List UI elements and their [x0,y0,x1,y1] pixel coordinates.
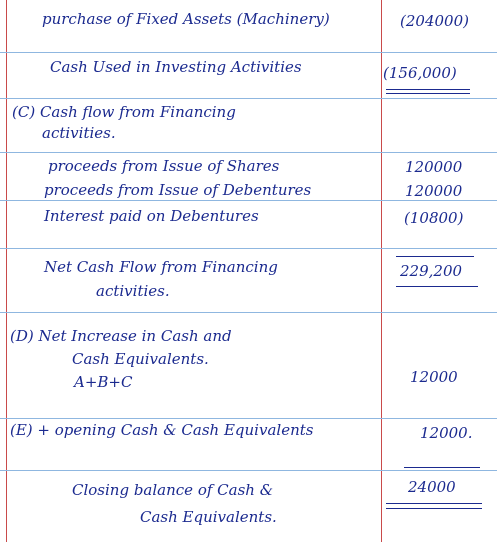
net-financing-label-line1: Net Cash Flow from Financing [44,258,278,276]
section-e-label: (E) + opening Cash & Cash Equivalents [10,421,314,439]
ruled-line [0,52,497,53]
investing-total-underline [386,89,470,90]
purchase-fixed-assets-amount: (204000) [400,12,469,30]
interest-paid-amount: (10800) [404,209,464,227]
section-c-heading-line1: (C) Cash flow from Financing [12,103,236,121]
amount-column-divider [381,0,382,542]
ruled-line [0,418,497,419]
section-d-formula: A+B+C [74,373,133,391]
ruled-line [0,98,497,99]
net-financing-top-line [396,256,474,257]
proceeds-debentures-label: proceeds from Issue of Debentures [44,181,312,199]
section-d-amount: 12000 [410,368,458,386]
closing-underline [386,503,482,504]
margin-line [6,0,7,542]
closing-amount: 24000 [408,478,456,496]
closing-label-line1: Closing balance of Cash & [72,481,274,499]
investing-total-double-underline [386,93,470,94]
net-financing-amount: 229,200 [400,262,463,280]
closing-label-line2: Cash Equivalents. [140,508,277,526]
closing-top-line [404,467,480,468]
ruled-line [0,152,497,153]
proceeds-shares-label: proceeds from Issue of Shares [48,157,280,175]
section-d-line1: (D) Net Increase in Cash and [10,327,232,345]
investing-total-label: Cash Used in Investing Activities [50,58,302,76]
section-c-heading-line2: activities. [42,124,116,142]
interest-paid-label: Interest paid on Debentures [44,207,259,225]
net-financing-label-line2: activities. [96,282,170,300]
net-financing-underline [396,286,478,287]
ruled-line [0,470,497,471]
ruled-line [0,312,497,313]
ruled-line [0,248,497,249]
section-e-amount: 12000. [420,424,473,442]
ruled-line [0,200,497,201]
section-d-line2: Cash Equivalents. [72,350,209,368]
proceeds-debentures-amount: 120000 [405,182,463,200]
proceeds-shares-amount: 120000 [405,158,463,176]
purchase-fixed-assets-label: purchase of Fixed Assets (Machinery) [42,10,330,28]
closing-double-underline [386,508,482,509]
investing-total-amount: (156,000) [383,64,457,82]
